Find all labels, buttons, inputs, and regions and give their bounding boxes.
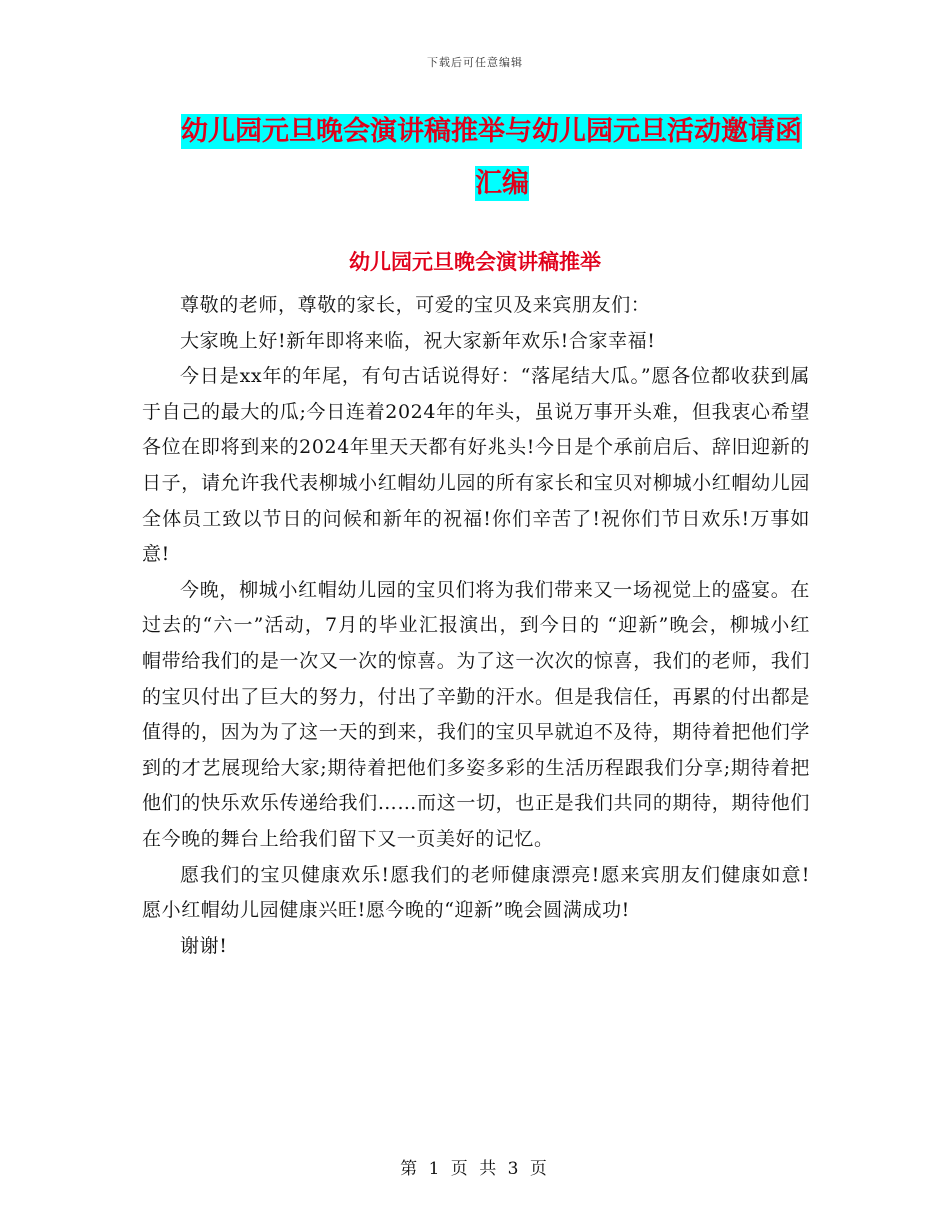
section-title: 幼儿园元旦晚会演讲稿推举 (349, 250, 601, 274)
page-number-footer: 第 1 页 共 3 页 (400, 1159, 550, 1179)
document-body (142, 288, 810, 964)
document-title (140, 106, 820, 210)
document-title-line-2: 汇编 (475, 168, 529, 199)
document-title-line-1: 幼儿园元旦晚会演讲稿推举与幼儿园元旦活动邀请函 (181, 116, 802, 147)
wishes-paragraph: 愿我们的宝贝健康欢乐!愿我们的老师健康漂亮!愿来宾朋友们健康如意!愿小红帽幼儿园健康兴旺!愿今晚的“迎新”晚会圆满成功! (142, 863, 810, 922)
salutation-paragraph: 尊敬的老师，尊敬的家长，可爱的宝贝及来宾朋友们： (180, 294, 651, 316)
greeting-paragraph: 大家晚上好!新年即将来临，祝大家新年欢乐!合家幸福! (180, 329, 656, 352)
page-header-note: 下载后可任意编辑 (427, 56, 523, 69)
body-paragraph-1: 今日是xx年的年尾，有句古话说得好：“落尾结大瓜。”愿各位都收获到属于自己的最大的瓜;今日连着2024年的年头，虽说万事开头难，但我衷心希望各位在即将到来的2024年里天天都有好兆头!今日是个承前启后、辞旧迎新的日子，请允许我代表柳城小红帽幼儿园的所有家长和宝贝对柳城小红帽幼儿园全体员工致以节日的问候和新年的祝福!你们辛苦了!祝你们节日欢乐!万事如意! (142, 365, 810, 566)
closing-paragraph: 谢谢! (180, 934, 228, 957)
body-paragraph-2: 今晚，柳城小红帽幼儿园的宝贝们将为我们带来又一场视觉上的盛宴。在过去的“六一”活动，7月的毕业汇报演出，到今日的 “迎新”晚会，柳城小红帽带给我们的是一次又一次的惊喜。为了这一次次的惊喜，我们的老师，我们的宝贝付出了巨大的努力，付出了辛勤的汗水。但是我信任，再累的付出都是值得的，因为为了这一天的到来，我们的宝贝早就迫不及待，期待着把他们学到的才艺展现给大家;期待着把他们多姿多彩的生活历程跟我们分享;期待着把他们的快乐欢乐传递给我们……而这一切，也正是我们共同的期待，期待他们在今晚的舞台上给我们留下又一页美好的记忆。 (142, 578, 810, 850)
